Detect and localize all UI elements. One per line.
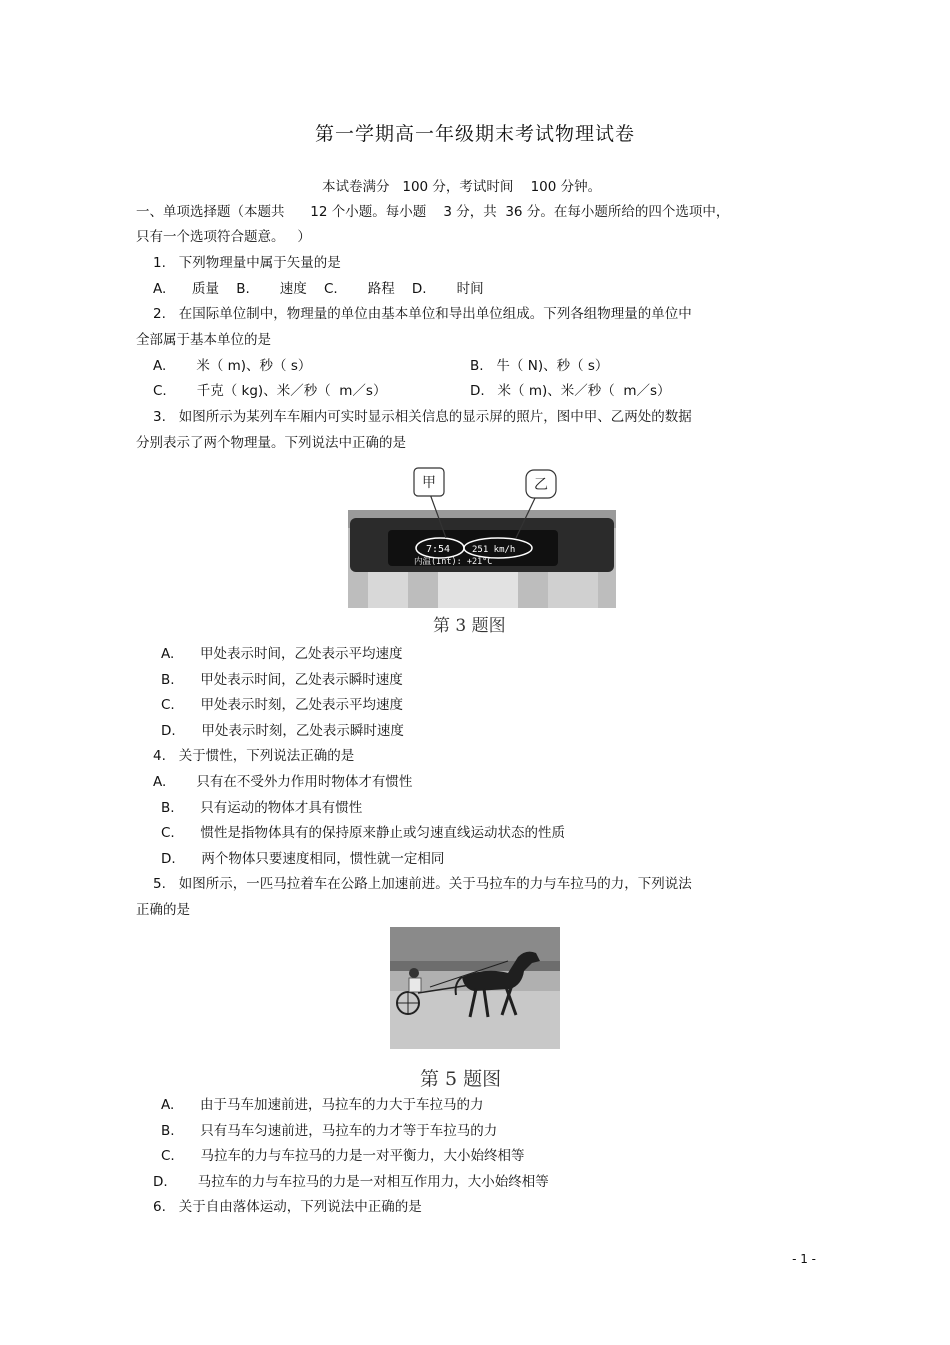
q2-stem-line1: 2. 在国际单位制中，物理量的单位由基本单位和导出单位组成。下列各组物理量的单位中: [153, 306, 692, 322]
q4-option-a: A. 只有在不受外力作用时物体才有惯性: [153, 774, 413, 790]
q2-option-d: D. 米（ m)、米／秒（ m／s）: [470, 383, 671, 399]
q5-stem-line1: 5. 如图所示，一匹马拉着车在公路上加速前进。关于马拉车的力与车拉马的力，下列说法: [153, 876, 692, 892]
q3-display-time: 7:54: [426, 544, 451, 555]
q3-option-c: C. 甲处表示时刻，乙处表示平均速度: [161, 697, 403, 713]
q3-display-temp: 内温(Int): +21°C: [414, 557, 493, 567]
q5-option-b: B. 只有马车匀速前进，马拉车的力才等于车拉马的力: [161, 1123, 498, 1139]
q3-display-speed: 251 km/h: [472, 545, 516, 555]
q4-stem: 4. 关于惯性，下列说法正确的是: [153, 748, 355, 764]
q5-option-d: D. 马拉车的力与车拉马的力是一对相互作用力，大小始终相等: [153, 1174, 549, 1190]
q2-option-a: A. 米（ m)、秒（ s）: [153, 358, 312, 374]
q4-option-c: C. 惯性是指物体具有的保持原来静止或匀速直线运动状态的性质: [161, 825, 565, 841]
q4-option-d: D. 两个物体只要速度相同，惯性就一定相同: [161, 851, 445, 867]
q3-stem-line1: 3. 如图所示为某列车车厢内可实时显示相关信息的显示屏的照片，图中甲、乙两处的数据: [153, 409, 692, 425]
q5-stem-line2: 正确的是: [136, 902, 190, 918]
section-heading-line1: 一、单项选择题（本题共 12 个小题。每小题 3 分，共 36 分。在每小题所给的四个选项中，: [136, 204, 730, 220]
q2-option-b: B. 牛（ N)、秒（ s）: [470, 358, 609, 374]
q3-train-display-figure: [348, 460, 616, 608]
q3-option-a: A. 甲处表示时间，乙处表示平均速度: [161, 646, 403, 662]
q5-option-a: A. 由于马车加速前进，马拉车的力大于车拉马的力: [161, 1097, 484, 1113]
q5-figure-caption: 第 5 题图: [420, 1068, 502, 1090]
q3-option-b: B. 甲处表示时间，乙处表示瞬时速度: [161, 672, 403, 688]
q2-stem-line2: 全部属于基本单位的是: [136, 332, 271, 348]
exam-intro: 本试卷满分 100 分，考试时间 100 分钟。: [322, 179, 602, 195]
q5-horse-cart-figure: [390, 927, 560, 1049]
q3-label-jia: 甲: [422, 475, 436, 491]
q3-figure-caption: 第 3 题图: [433, 616, 506, 636]
q1-stem: 1. 下列物理量中属于矢量的是: [153, 255, 341, 271]
section-heading-line2: 只有一个选项符合题意。 ）: [136, 229, 311, 245]
q4-option-b: B. 只有运动的物体才具有惯性: [161, 800, 363, 816]
q3-label-yi: 乙: [534, 477, 548, 493]
q5-option-c: C. 马拉车的力与车拉马的力是一对平衡力，大小始终相等: [161, 1148, 525, 1164]
q2-option-c: C. 千克（ kg)、米／秒（ m／s）: [153, 383, 387, 399]
q6-stem: 6. 关于自由落体运动，下列说法中正确的是: [153, 1199, 422, 1215]
q3-option-d: D. 甲处表示时刻，乙处表示瞬时速度: [161, 723, 404, 739]
q1-options: A. 质量 B. 速度 C. 路程 D. 时间: [153, 281, 484, 297]
page-title: 第一学期高一年级期末考试物理试卷: [314, 123, 635, 145]
q3-stem-line2: 分别表示了两个物理量。下列说法中正确的是: [136, 435, 406, 451]
page-number: - 1 -: [792, 1252, 816, 1266]
